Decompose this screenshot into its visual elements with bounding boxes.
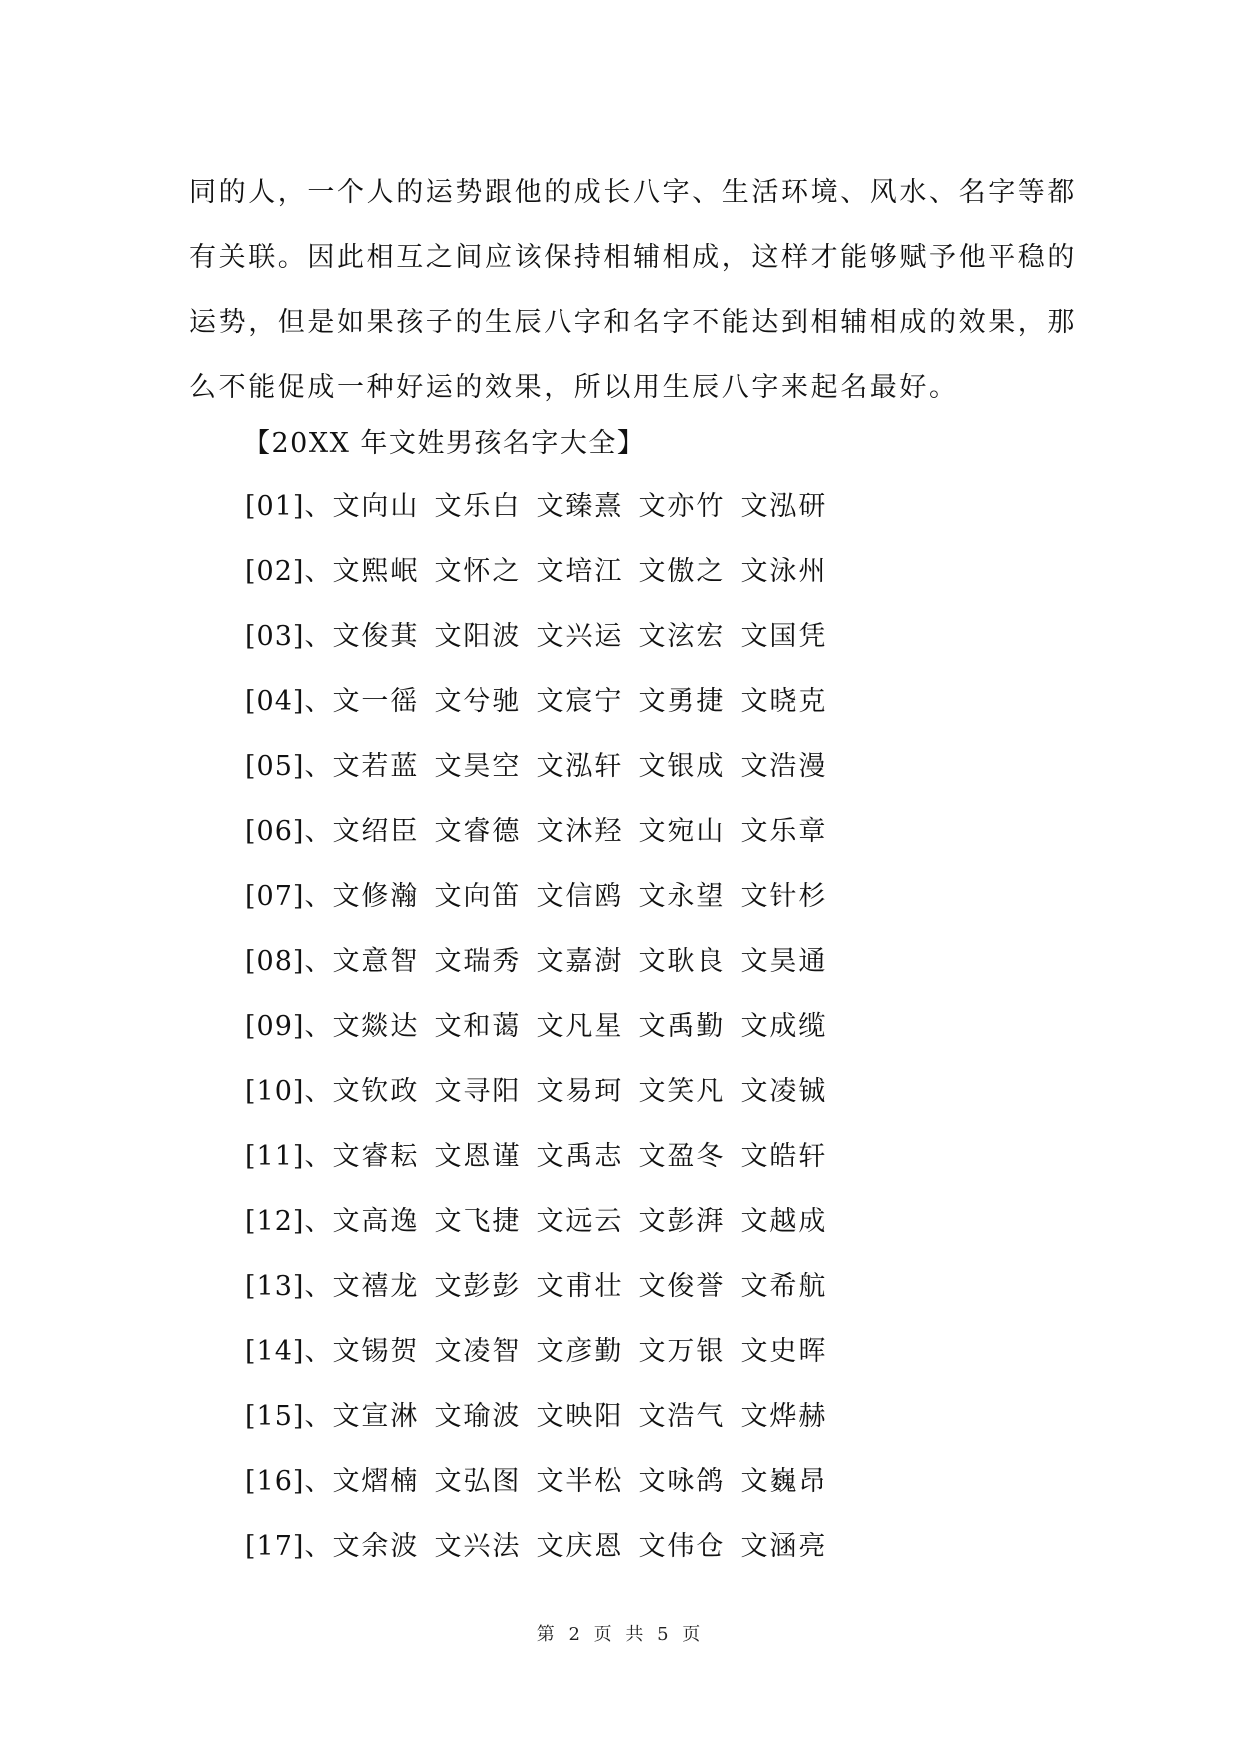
page-footer <box>0 1620 1241 1646</box>
row-separator: 、 <box>304 1401 332 1432</box>
name-item: 文沐羟 <box>536 816 624 847</box>
row-index: [10] <box>245 1076 305 1107</box>
name-item: 文彭彭 <box>434 1271 522 1302</box>
intro-line: 么不能促成一种好运的效果，所以用生辰八字来起名最好。 <box>189 372 959 403</box>
name-item: 文泓研 <box>740 491 828 522</box>
name-item: 文半松 <box>536 1466 624 1497</box>
name-item: 文高逸 <box>332 1206 420 1237</box>
name-item: 文兴运 <box>536 621 624 652</box>
row-separator: 、 <box>304 491 332 522</box>
name-item: 文亦竹 <box>638 491 726 522</box>
row-separator: 、 <box>304 1466 332 1497</box>
name-item: 文甫壮 <box>536 1271 624 1302</box>
row-index: [14] <box>245 1336 305 1367</box>
name-item: 文成缆 <box>740 1011 828 1042</box>
name-item: 文笑凡 <box>638 1076 726 1107</box>
row-separator: 、 <box>304 1531 332 1562</box>
name-item: 文一徭 <box>332 686 420 717</box>
name-item: 文伟仓 <box>638 1531 726 1562</box>
row-separator: 、 <box>304 686 332 717</box>
name-item: 文泫宏 <box>638 621 726 652</box>
row-index: [08] <box>245 946 305 977</box>
names-list <box>245 483 842 1588</box>
name-item: 文禹勤 <box>638 1011 726 1042</box>
name-item: 文浩气 <box>638 1401 726 1432</box>
name-row <box>245 678 842 743</box>
row-separator: 、 <box>304 1336 332 1367</box>
name-item: 文瑞秀 <box>434 946 522 977</box>
name-item: 文庆恩 <box>536 1531 624 1562</box>
intro-line: 有关联。因此相互之间应该保持相辅相成，这样才能够赋予他平稳的 <box>189 242 1077 273</box>
name-item: 文睿耘 <box>332 1141 420 1172</box>
row-separator: 、 <box>304 751 332 782</box>
name-item: 文俊誉 <box>638 1271 726 1302</box>
name-item: 文嘉澍 <box>536 946 624 977</box>
name-row <box>245 873 842 938</box>
name-row <box>245 1523 842 1588</box>
row-index: [17] <box>245 1531 305 1562</box>
name-row <box>245 1458 842 1523</box>
name-item: 文兴法 <box>434 1531 522 1562</box>
name-item: 文乐章 <box>740 816 828 847</box>
name-row <box>245 1133 842 1198</box>
name-item: 文臻熹 <box>536 491 624 522</box>
name-item: 文绍臣 <box>332 816 420 847</box>
name-item: 文晓克 <box>740 686 828 717</box>
row-index: [01] <box>245 491 305 522</box>
section-title: 【20XX 年文姓男孩名字大全】 <box>243 428 646 459</box>
name-item: 文乐白 <box>434 491 522 522</box>
name-item: 文勇捷 <box>638 686 726 717</box>
name-item: 文钦政 <box>332 1076 420 1107</box>
name-item: 文怀之 <box>434 556 522 587</box>
footer-total-pages: 5 <box>657 1624 673 1645</box>
name-row <box>245 1198 842 1263</box>
name-item: 文易珂 <box>536 1076 624 1107</box>
name-item: 文阳波 <box>434 621 522 652</box>
name-item: 文昊通 <box>740 946 828 977</box>
name-row <box>245 1068 842 1133</box>
name-item: 文远云 <box>536 1206 624 1237</box>
row-separator: 、 <box>304 1206 332 1237</box>
name-item: 文永望 <box>638 881 726 912</box>
name-item: 文彦勤 <box>536 1336 624 1367</box>
row-separator: 、 <box>304 556 332 587</box>
row-separator: 、 <box>304 1271 332 1302</box>
row-index: [05] <box>245 751 305 782</box>
row-index: [16] <box>245 1466 305 1497</box>
name-item: 文向笛 <box>434 881 522 912</box>
name-item: 文燚达 <box>332 1011 420 1042</box>
name-item: 文锡贺 <box>332 1336 420 1367</box>
name-item: 文恩谨 <box>434 1141 522 1172</box>
footer-page-number: 2 <box>568 1624 584 1645</box>
footer-prefix: 第 <box>536 1624 559 1645</box>
name-item: 文泓轩 <box>536 751 624 782</box>
name-item: 文万银 <box>638 1336 726 1367</box>
name-item: 文凌铖 <box>740 1076 828 1107</box>
intro-line: 同的人，一个人的运势跟他的成长八字、生活环境、风水、名字等都 <box>189 177 1077 208</box>
name-item: 文彭湃 <box>638 1206 726 1237</box>
footer-suffix: 页 <box>682 1624 705 1645</box>
name-item: 文瑜波 <box>434 1401 522 1432</box>
name-item: 文修瀚 <box>332 881 420 912</box>
name-item: 文凡星 <box>536 1011 624 1042</box>
name-item: 文飞捷 <box>434 1206 522 1237</box>
name-item: 文培江 <box>536 556 624 587</box>
row-separator: 、 <box>304 1076 332 1107</box>
name-item: 文兮驰 <box>434 686 522 717</box>
intro-line: 运势，但是如果孩子的生辰八字和名字不能达到相辅相成的效果，那 <box>189 307 1077 338</box>
name-item: 文熙岷 <box>332 556 420 587</box>
name-item: 文皓轩 <box>740 1141 828 1172</box>
name-item: 文针杉 <box>740 881 828 912</box>
name-row <box>245 808 842 873</box>
name-row <box>245 743 842 808</box>
row-separator: 、 <box>304 881 332 912</box>
name-item: 文禧龙 <box>332 1271 420 1302</box>
name-item: 文涵亮 <box>740 1531 828 1562</box>
name-item: 文希航 <box>740 1271 828 1302</box>
row-separator: 、 <box>304 1141 332 1172</box>
name-row <box>245 1328 842 1393</box>
row-index: [09] <box>245 1011 305 1042</box>
name-item: 文宣淋 <box>332 1401 420 1432</box>
name-item: 文烨赫 <box>740 1401 828 1432</box>
row-separator: 、 <box>304 946 332 977</box>
name-item: 文泳州 <box>740 556 828 587</box>
name-item: 文浩漫 <box>740 751 828 782</box>
name-item: 文傲之 <box>638 556 726 587</box>
name-item: 文耿良 <box>638 946 726 977</box>
row-separator: 、 <box>304 621 332 652</box>
name-item: 文史晖 <box>740 1336 828 1367</box>
name-item: 文熠楠 <box>332 1466 420 1497</box>
intro-paragraph <box>189 160 1077 420</box>
name-item: 文宛山 <box>638 816 726 847</box>
name-item: 文咏鸽 <box>638 1466 726 1497</box>
name-item: 文银成 <box>638 751 726 782</box>
name-item: 文映阳 <box>536 1401 624 1432</box>
name-item: 文睿德 <box>434 816 522 847</box>
name-item: 文巍昂 <box>740 1466 828 1497</box>
row-index: [06] <box>245 816 305 847</box>
row-index: [04] <box>245 686 305 717</box>
name-row <box>245 613 842 678</box>
name-item: 文意智 <box>332 946 420 977</box>
name-item: 文盈冬 <box>638 1141 726 1172</box>
name-item: 文昊空 <box>434 751 522 782</box>
name-row <box>245 548 842 613</box>
name-row <box>245 483 842 548</box>
name-item: 文若蓝 <box>332 751 420 782</box>
name-item: 文余波 <box>332 1531 420 1562</box>
name-item: 文国凭 <box>740 621 828 652</box>
name-item: 文俊萁 <box>332 621 420 652</box>
name-item: 文寻阳 <box>434 1076 522 1107</box>
name-item: 文和蔼 <box>434 1011 522 1042</box>
row-separator: 、 <box>304 816 332 847</box>
name-row <box>245 1393 842 1458</box>
name-item: 文宸宁 <box>536 686 624 717</box>
row-index: [11] <box>245 1141 305 1172</box>
row-index: [12] <box>245 1206 305 1237</box>
name-row <box>245 1003 842 1068</box>
row-separator: 、 <box>304 1011 332 1042</box>
name-item: 文越成 <box>740 1206 828 1237</box>
name-row <box>245 938 842 1003</box>
footer-middle: 页 共 <box>593 1624 648 1645</box>
row-index: [02] <box>245 556 305 587</box>
name-item: 文信鸥 <box>536 881 624 912</box>
name-item: 文向山 <box>332 491 420 522</box>
name-row <box>245 1263 842 1328</box>
name-item: 文凌智 <box>434 1336 522 1367</box>
row-index: [07] <box>245 881 305 912</box>
row-index: [03] <box>245 621 305 652</box>
name-item: 文弘图 <box>434 1466 522 1497</box>
name-item: 文禹志 <box>536 1141 624 1172</box>
row-index: [13] <box>245 1271 305 1302</box>
row-index: [15] <box>245 1401 305 1432</box>
